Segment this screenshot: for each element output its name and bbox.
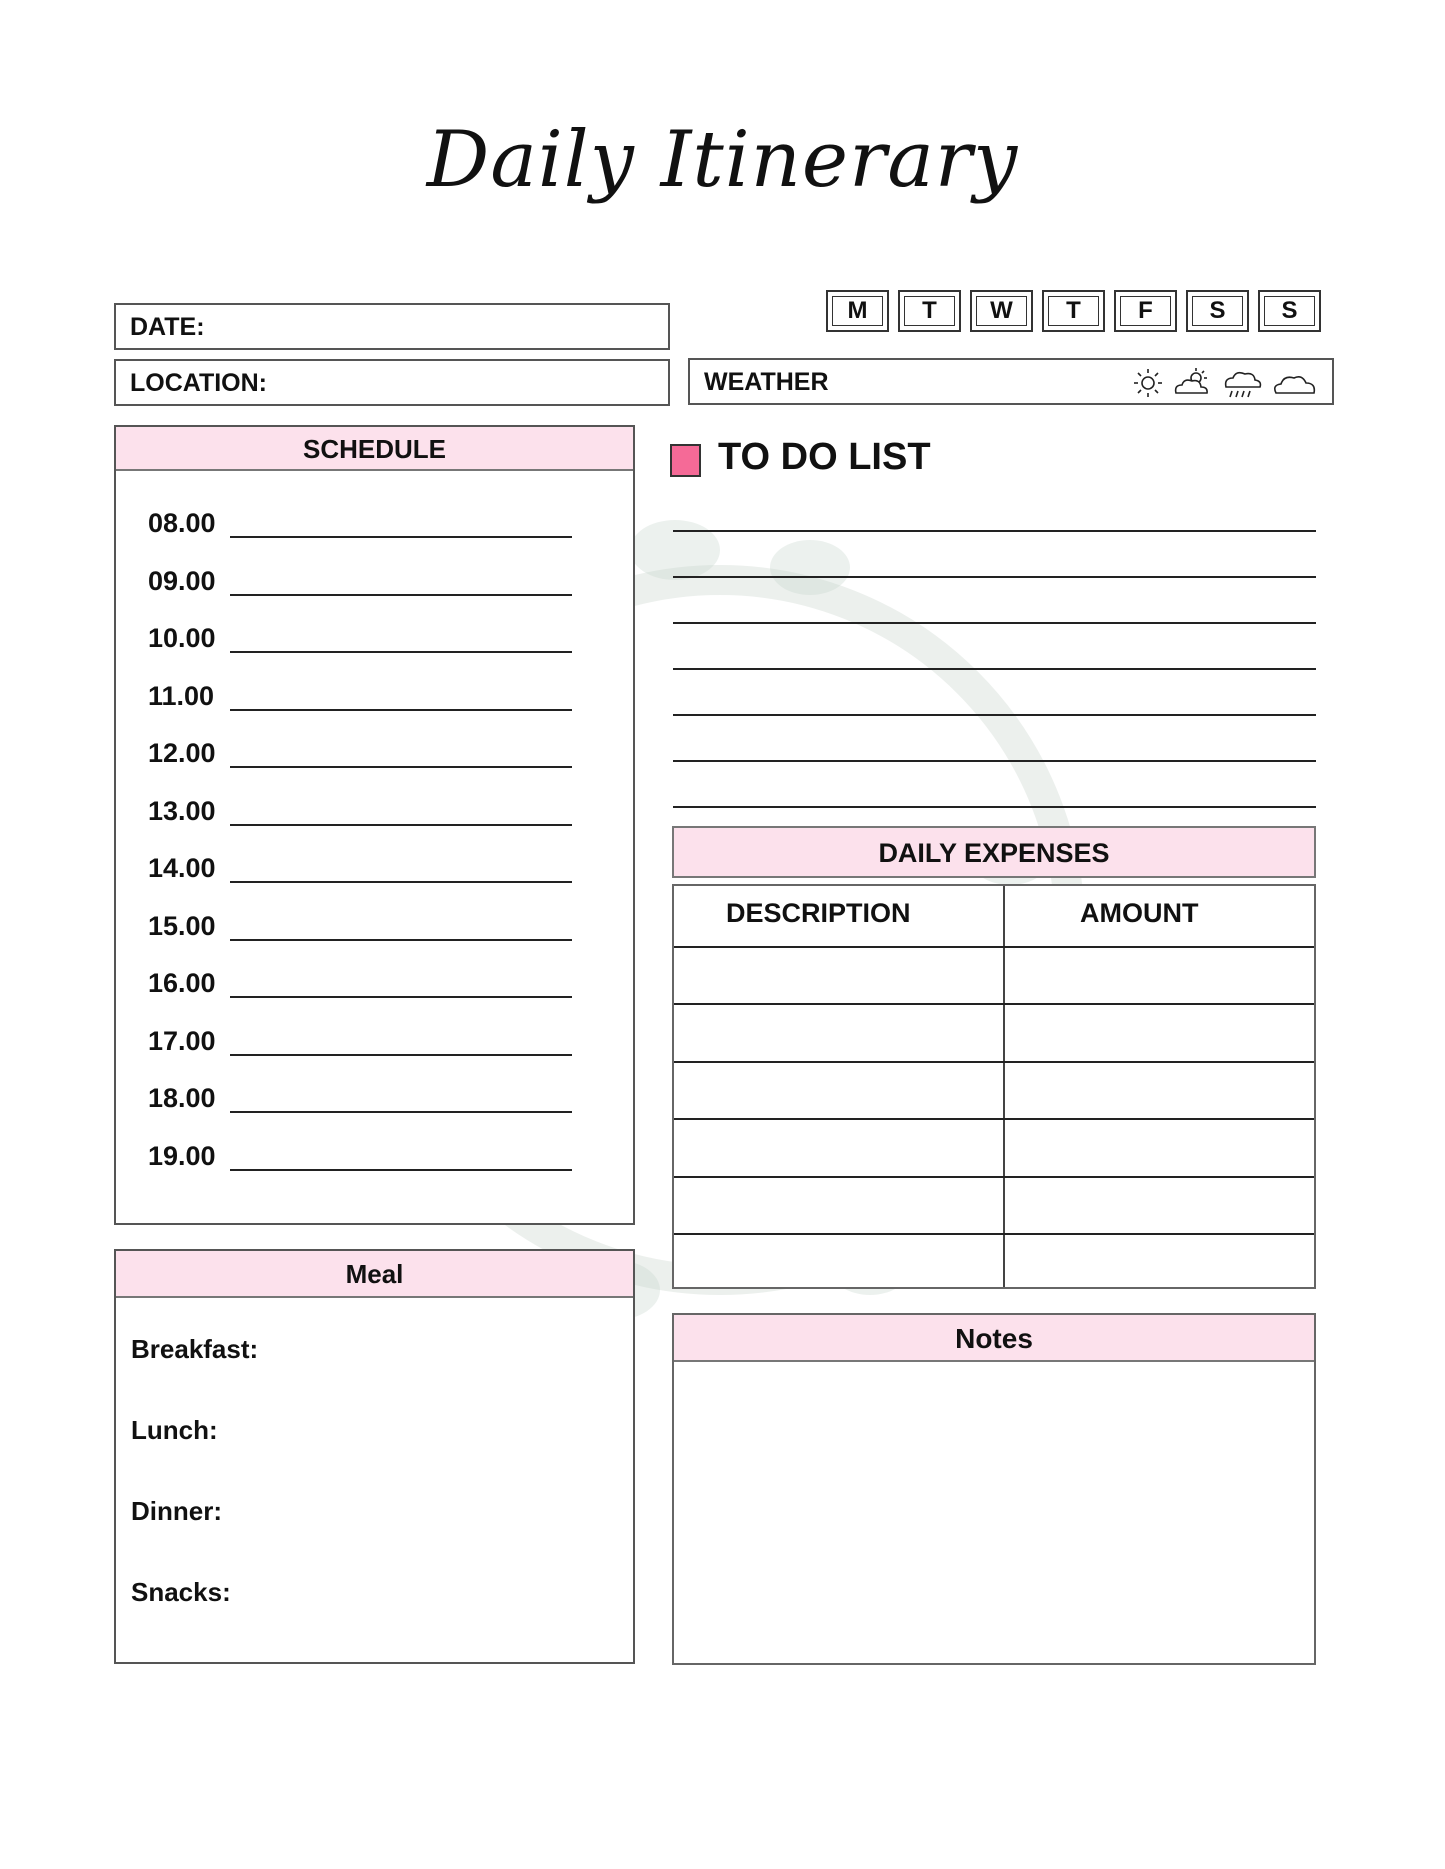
cloud-icon[interactable] xyxy=(1275,377,1315,393)
schedule-line-1400[interactable] xyxy=(230,881,572,883)
time-label-1400: 14.00 xyxy=(148,853,216,883)
schedule-line-0900[interactable] xyxy=(230,594,572,596)
expenses-row-line xyxy=(674,946,1314,948)
time-label-0800: 08.00 xyxy=(148,508,216,538)
time-label-1900: 19.00 xyxy=(148,1141,216,1171)
schedule-line-1500[interactable] xyxy=(230,939,572,941)
partly-cloudy-icon[interactable] xyxy=(1176,368,1208,393)
schedule-line-1700[interactable] xyxy=(230,1054,572,1056)
todo-line[interactable] xyxy=(673,530,1316,532)
expenses-title: DAILY EXPENSES xyxy=(672,826,1316,878)
time-label-1800: 18.00 xyxy=(148,1083,216,1113)
schedule-line-1600[interactable] xyxy=(230,996,572,998)
day-box-sun[interactable]: S xyxy=(1258,290,1321,332)
time-label-1200: 12.00 xyxy=(148,738,216,768)
day-box-mon[interactable]: M xyxy=(826,290,889,332)
schedule-line-1800[interactable] xyxy=(230,1111,572,1113)
time-label-0900: 09.00 xyxy=(148,566,216,596)
location-field[interactable] xyxy=(114,359,670,406)
page-title: Daily Itinerary xyxy=(426,115,1019,205)
location-label: LOCATION: xyxy=(130,369,268,397)
expenses-col-description: DESCRIPTION xyxy=(726,898,911,928)
schedule-title: SCHEDULE xyxy=(116,427,633,471)
time-label-1500: 15.00 xyxy=(148,911,216,941)
expenses-row-line xyxy=(674,1233,1314,1235)
day-box-thu[interactable]: T xyxy=(1042,290,1105,332)
expenses-table xyxy=(672,884,1316,1289)
notes-panel[interactable] xyxy=(672,1313,1316,1665)
sun-icon[interactable] xyxy=(1134,369,1162,397)
expenses-row-line xyxy=(674,1118,1314,1120)
day-box-wed[interactable]: W xyxy=(970,290,1033,332)
meal-breakfast-label: Breakfast: xyxy=(131,1334,259,1364)
schedule-line-1100[interactable] xyxy=(230,709,572,711)
todo-line[interactable] xyxy=(673,760,1316,762)
day-box-sat[interactable]: S xyxy=(1186,290,1249,332)
day-box-tue[interactable]: T xyxy=(898,290,961,332)
schedule-line-1000[interactable] xyxy=(230,651,572,653)
time-label-1700: 17.00 xyxy=(148,1026,216,1056)
expenses-col-amount: AMOUNT xyxy=(1080,898,1199,928)
todo-line[interactable] xyxy=(673,668,1316,670)
schedule-line-0800[interactable] xyxy=(230,536,572,538)
todo-line[interactable] xyxy=(673,806,1316,808)
time-label-1300: 13.00 xyxy=(148,796,216,826)
schedule-line-1300[interactable] xyxy=(230,824,572,826)
todo-line[interactable] xyxy=(673,714,1316,716)
weather-field[interactable] xyxy=(688,358,1334,405)
weather-icons xyxy=(1130,365,1326,401)
schedule-line-1200[interactable] xyxy=(230,766,572,768)
time-label-1600: 16.00 xyxy=(148,968,216,998)
date-field[interactable] xyxy=(114,303,670,350)
notes-title: Notes xyxy=(674,1315,1314,1362)
todo-marker xyxy=(670,444,701,477)
rain-icon[interactable] xyxy=(1226,373,1261,397)
expenses-row-line xyxy=(674,1176,1314,1178)
meal-title: Meal xyxy=(116,1251,633,1298)
day-box-fri[interactable]: F xyxy=(1114,290,1177,332)
meal-dinner-label: Dinner: xyxy=(131,1496,222,1526)
time-label-1000: 10.00 xyxy=(148,623,216,653)
todo-line[interactable] xyxy=(673,622,1316,624)
date-label: DATE: xyxy=(130,313,205,341)
time-label-1100: 11.00 xyxy=(148,681,215,711)
meal-lunch-label: Lunch: xyxy=(131,1415,218,1445)
meal-snacks-label: Snacks: xyxy=(131,1577,231,1607)
todo-line[interactable] xyxy=(673,576,1316,578)
expenses-row-line xyxy=(674,1003,1314,1005)
schedule-line-1900[interactable] xyxy=(230,1169,572,1171)
expenses-row-line xyxy=(674,1061,1314,1063)
todo-title: TO DO LIST xyxy=(718,436,931,478)
weather-label: WEATHER xyxy=(704,368,829,396)
